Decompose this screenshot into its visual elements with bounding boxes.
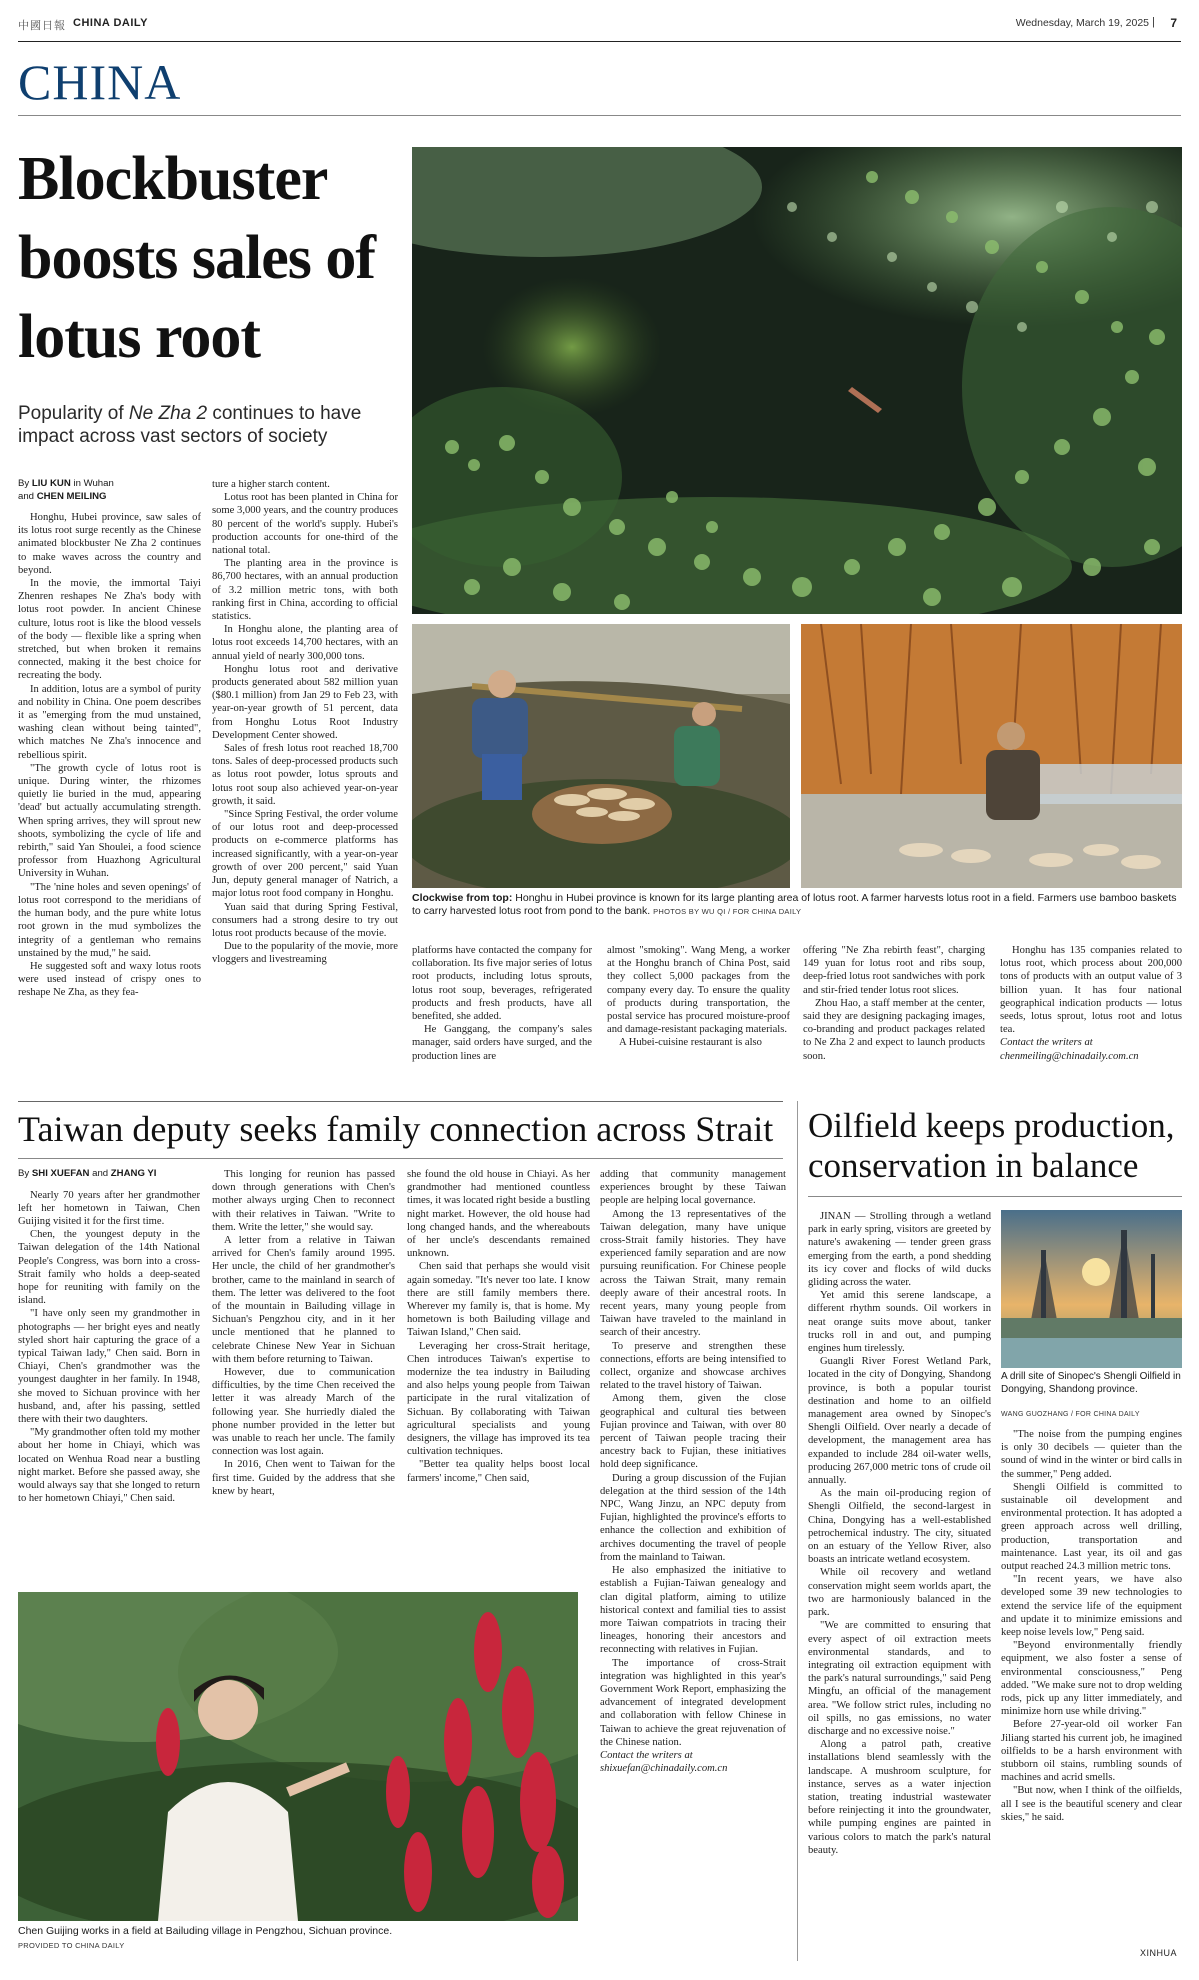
paragraph: Chen said that perhaps she would visit again someday. "It's never too late. I know there are still family members there. Wherever my family is, that is home. My hometown is both Bailuding village and Taiwan Island," Chen said. bbox=[407, 1261, 590, 1339]
paragraph: almost "smoking". Wang Meng, a worker at the Honghu branch of China Post, said they collect 5,000 packages from the company every day. To ensure the quality of products during transportation, the postal service has procured moisture-proof and damage-resistant packaging materials. bbox=[607, 945, 790, 1036]
paragraph: To preserve and strengthen these connections, efforts are being intensified to collect, organize and showcase archives related to the travel history of Taiwan. bbox=[600, 1340, 786, 1392]
paragraph: "The 'nine holes and seven openings' of lotus root correspond to the meridians of the human body, and the pure white lotus root grown in the mud symbolizes the integrity of a gentleman who remains unstained by the mud," he said. bbox=[18, 881, 201, 959]
tea-field-illustration bbox=[18, 1592, 578, 1921]
contact-email[interactable]: chenmeiling@chinadaily.com.cn bbox=[1000, 1050, 1139, 1062]
paragraph: During a group discussion of the Fujian delegation at the third session of the 14th NPC, Wang Jinzu, an NPC deputy from Fujian, highlighted the province's efforts to enhance the collection and exhibition of archives documenting the travel of people from the mainland to Taiwan. bbox=[600, 1472, 786, 1563]
paragraph: Due to the popularity of the movie, more vloggers and livestreaming bbox=[212, 941, 398, 966]
paragraph: Honghu, Hubei province, saw sales of its lotus root surge recently as the Chinese animated blockbuster Ne Zha 2 continues to make waves across the country and beyond. bbox=[18, 512, 201, 576]
harvest-illustration bbox=[801, 624, 1182, 888]
lotus-pond-aerial-photo bbox=[412, 147, 1182, 614]
subhead-text: Popularity of bbox=[18, 403, 129, 424]
paragraph: ture a higher starch content. bbox=[212, 479, 330, 490]
paragraph: "Better tea quality helps boost local farmers' income," Chen said, bbox=[407, 1459, 590, 1484]
section-title: CHINA bbox=[18, 54, 182, 110]
story1-headline: Blockbuster boosts sales of lotus root bbox=[18, 145, 376, 371]
paragraph: "The noise from the pumping engines is only 30 decibels — quieter than the sound of wind in the winter or bird calls in the summer," Peng added. bbox=[1001, 1429, 1182, 1480]
paragraph: Among them, given the close geographical and cultural ties between Fujian province and Taiwan, with over 80 percent of Taiwan people tracing their ancestry back to Fujian, these initiatives hold deep significance. bbox=[600, 1393, 786, 1471]
paragraph: While oil recovery and wetland conservation might seem worlds apart, the two are harmoniously balanced in the park. bbox=[808, 1567, 991, 1619]
story2-column-4 bbox=[600, 1168, 786, 1952]
paragraph: "In recent years, we have also developed some 39 new technologies to extend the service life of the equipment and update it to minimize emissions and keep noise levels low," Peng said. bbox=[1001, 1574, 1182, 1639]
story3-headline: Oilfield keeps production, conservation in balance bbox=[808, 1106, 1175, 1185]
paragraph: He suggested soft and waxy lotus roots were used instead of crispy ones to reshape Ne Zha, as they fea- bbox=[18, 960, 201, 999]
paragraph: "But now, when I think of the oilfields, all I see is the beautiful scenery and clear skies," he said. bbox=[1001, 1785, 1182, 1823]
caption-text: Honghu in Hubei province is known for its large planting area of lotus root. A farmer harvests lotus root in a field. Farmers use bamboo baskets to carry harvested lotus root from pond to the bank. bbox=[412, 892, 1177, 917]
paragraph: Honghu lotus root and derivative products generated about 582 million yuan ($80.1 million) from Jan 29 to Feb 23, with year-on-year growth of 51 percent, data from Honghu Lotus Root Industry Development Center showed. bbox=[212, 663, 398, 741]
paragraph: Honghu has 135 companies related to lotus root, which process about 200,000 tons of products with an output value of 3 billion yuan. It has four national geographical indication products — lotus seeds, lotus sprout, lotus root and lotus tea. bbox=[1000, 945, 1182, 1036]
chen-guijing-photo bbox=[18, 1592, 578, 1921]
paragraph: In addition, lotus are a symbol of purity and nobility in China. One poem describes it as "emerging from the mud unstained, washing clean without being tainted", which matches Ne Zha's innocence and rebellious spirit. bbox=[18, 683, 201, 761]
china-daily-logo: 中國日報 bbox=[18, 19, 66, 32]
paragraph: He Ganggang, the company's sales manager, said orders have surged, and the production lines are bbox=[412, 1024, 592, 1062]
story2-photo-credit: PROVIDED TO CHINA DAILY bbox=[18, 1941, 125, 1950]
story1-photo-caption bbox=[412, 892, 1182, 918]
farmer-harvest-photo bbox=[801, 624, 1182, 888]
paragraph: In 2016, Chen went to Taiwan for the first time. Guided by the address that she knew by heart, bbox=[212, 1459, 395, 1497]
story1-column-3 bbox=[412, 944, 592, 1094]
paragraph: adding that community management experiences brought by these Taiwan people are helping local governance. bbox=[600, 1169, 786, 1207]
story1-column-6 bbox=[1000, 944, 1182, 1094]
paragraph: A letter from a relative in Taiwan arrived for Chen's family around 1995. Her uncle, the child of her grandmother's brother, came to the mainland in search of them. The letter was delivered to the foot of the mountain in Bailuding village in Sichuan's Pengzhou city, and in it her uncle mentioned that he planned to celebrate Chinese New Year in Sichuan with them before returning to Taiwan. bbox=[212, 1235, 395, 1365]
subhead-film-title: Ne Zha 2 bbox=[128, 403, 208, 424]
story-divider bbox=[797, 1101, 798, 1961]
story2-headline-rule bbox=[18, 1158, 783, 1159]
paragraph: He also emphasized the initiative to establish a Fujian-Taiwan genealogy and clan digital platform, aiming to utilize historical context and familial ties to assist more Taiwan compatriots in tracing their lineages, honoring their ancestors and reconnecting with relatives in Fujian. bbox=[600, 1565, 786, 1656]
lotus-pond-illustration bbox=[412, 147, 1182, 614]
story1-column-2 bbox=[212, 478, 398, 1094]
story2-byline: By SHI XUEFAN and ZHANG YI bbox=[18, 1168, 157, 1179]
masthead bbox=[18, 14, 1181, 36]
paragraph: Along a patrol path, creative installations blend seamlessly with the landscape. A mushroom sculpture, for instance, serves as a water injection station, treating industrial wastewater before reinjecting it into the groundwater, while pumping engines are painted in various colors to match the park's natural beauty. bbox=[808, 1739, 991, 1856]
paragraph: Zhou Hao, a staff member at the center, said they are designing packaging images, co-branding and product packages related to Ne Zha 2 and expect to launch products soon. bbox=[803, 997, 985, 1062]
story2-column-2 bbox=[212, 1168, 395, 1590]
paragraph: As the main oil-producing region of Shengli Oilfield, the second-largest in China, Dongying has a well-established petrochemical industry. The city, situated on an estuary of the Yellow River, also boasts an intricate wetland ecosystem. bbox=[808, 1488, 991, 1566]
paragraph: "Beyond environmentally friendly equipment, we also foster a sense of environmental consciousness," Peng added. "We make sure not to drop welding rods, pick up any litter immediately, and minimize horn use while driving." bbox=[1001, 1640, 1182, 1718]
paragraph: "We are committed to ensuring that every aspect of oil extraction meets environmental standards, and to integrating oil extraction equipment with the park's natural surroundings," said Peng Mingfu, an official of the management area. "We follow strict rules, including no oil spills, no gas emissions, no water discharge and no excessive noise." bbox=[808, 1620, 991, 1737]
paragraph: platforms have contacted the company for collaboration. Its five major series of lotus root products, including lotus sprouts, lotus root soup, beverages, refrigerated products and fresh products, have all benefited, she added. bbox=[412, 945, 592, 1023]
paragraph: offering "Ne Zha rebirth feast", charging 149 yuan for lotus root and ribs soup, deep-fried lotus root sandwiches with pork and stir-fried tender lotus root slices. bbox=[803, 945, 985, 996]
paper-name: CHINA DAILY bbox=[73, 17, 148, 29]
farmers-baskets-photo bbox=[412, 624, 790, 888]
paragraph: "The growth cycle of lotus root is unique. During winter, the rhizomes quietly lie buried in the mud, appearing 'dead' but actually accumulating strength. When spring arrives, they will sprout new shoots, symbolizing the cycle of life and rebirth," said Yan Shoulei, a food science professor from Huazhong Agricultural University in Wuhan. bbox=[18, 762, 201, 880]
story2-contact bbox=[600, 1749, 786, 1775]
story3-sign-off: XINHUA bbox=[1140, 1948, 1178, 1958]
issue-date: Wednesday, March 19, 2025 bbox=[1015, 17, 1149, 29]
paragraph: Lotus root has been planted in China for some 3,000 years, and the country produces 80 percent of the world's supply. Hubei's production accounts for one-third of the national total. bbox=[212, 492, 398, 557]
paragraph: Leveraging her cross-Strait heritage, Chen introduces Taiwan's expertise to modernize the tea industry in Bailuding and also helps young people from Taiwan participate in the rural vitalization of Sichuan. By collaborating with Taiwan agricultural specialists and young designers, the village has improved its tea cultivation techniques. bbox=[407, 1340, 590, 1458]
page-number: 7 bbox=[1170, 16, 1177, 30]
paragraph: Sales of fresh lotus root reached 18,700 tons. Sales of deep-processed products such as lotus root powder, lotus sprouts and lotus root soup also achieved year-on-year growth, it said. bbox=[212, 743, 398, 807]
page-number-divider: | bbox=[1152, 16, 1155, 28]
story1-column-5 bbox=[803, 944, 985, 1094]
farmers-illustration bbox=[412, 624, 790, 888]
section-rule bbox=[18, 115, 1181, 116]
paragraph: Yet amid this serene landscape, a different rhythm sounds. Oil workers in neat orange suits move about, tanker trucks roll in and out, and pumping engines hum tirelessly. bbox=[808, 1290, 991, 1355]
masthead-rule bbox=[18, 41, 1181, 42]
story3-column-1 bbox=[808, 1210, 991, 1962]
contact-label: Contact the writers at bbox=[600, 1749, 693, 1761]
paragraph: In the movie, the immortal Taiyi Zhenren reshapes Ne Zha's body with lotus root powder. In ancient Chinese culture, lotus root is like the blood vessels of the body — flexible like a spring when stretched, but when broken it remains connected, making it the best choice for recreating the body. bbox=[18, 578, 201, 682]
paragraph: she found the old house in Chiayi. As her grandmother had mentioned countless times, it was located right beside a bustling night market. However, the old house had long changed hands, and the whereabouts of her uncle's descendants remained unknown. bbox=[407, 1169, 590, 1260]
drill-site-photo bbox=[1001, 1210, 1182, 1368]
paragraph: However, due to communication difficulties, by the time Chen received the letter it was already March of the following year. She hurriedly dialed the phone number provided in the letter but was unable to reach her uncle. The family connection was lost again. bbox=[212, 1367, 395, 1458]
story1-contact bbox=[1000, 1036, 1182, 1062]
paragraph: Before 27-year-old oil worker Fan Jiliang started his current job, he imagined oilfields to be a harsh environment with stubborn oil stains, rumbling sounds of machines and acrid smells. bbox=[1001, 1719, 1182, 1784]
subhead-text-end: continues to have impact across vast sectors of society bbox=[18, 403, 362, 447]
story2-column-3 bbox=[407, 1168, 590, 1590]
story1-column-4 bbox=[607, 944, 790, 1094]
story1-byline: By LIU KUN in Wuhan and CHEN MEILING bbox=[18, 478, 114, 502]
paragraph: Yuan said that during Spring Festival, consumers had a strong desire to try out lotus root products because of the movie. bbox=[212, 901, 398, 939]
paragraph: Among the 13 representatives of the Taiwan delegation, many have unique cross-Strait family histories. They have experienced family separation and are now pursuing reunification. For Chinese people across the Taiwan Strait, many remain deeply aware of their ancestral roots. In recent years, many young people from Taiwan have traveled to the mainland in search of their ancestry. bbox=[600, 1208, 786, 1339]
drill-site-illustration bbox=[1001, 1210, 1182, 1368]
caption-lead: Clockwise from top: bbox=[412, 892, 513, 904]
contact-email[interactable]: shixuefan@chinadaily.com.cn bbox=[600, 1763, 728, 1775]
paragraph: Shengli Oilfield is committed to sustainable oil development and environmental protection. It has adopted a green approach across well drilling, production, transportation and maintenance. Last year, its oil and gas output reached 24.3 million metric tons. bbox=[1001, 1481, 1182, 1573]
paragraph: "My grandmother often told my mother about her home in Chiayi, which was located on Wenhua Road near a bustling night market. Before she passed away, she would always say that she longed to return to her hometown Chiayi," Chen said. bbox=[18, 1427, 200, 1505]
story3-photo-credit: WANG GUOZHANG / FOR CHINA DAILY bbox=[1001, 1411, 1140, 1418]
paragraph: The importance of cross-Strait integration was highlighted in this year's Government Work Report, emphasizing the advancement of integrated development and collaboration with fellow Chinese in Taiwan to achieve the great rejuvenation of the Chinese nation. bbox=[600, 1657, 786, 1748]
paragraph: "Since Spring Festival, the order volume of our lotus root and deep-processed products on e-commerce platforms has increased significantly, with a year-on-year growth of over 200 percent," said Yuan Jun, deputy general manager of Natrich, a major lotus root food company in Honghu. bbox=[212, 809, 398, 900]
paragraph: This longing for reunion has passed down through generations with Chen's mother always urging Chen to reconnect with their relatives in Taiwan. "Write to them. Write the letter," she would say. bbox=[212, 1169, 395, 1233]
story1-subhead bbox=[18, 402, 403, 448]
paragraph: A Hubei-cuisine restaurant is also bbox=[619, 1037, 762, 1049]
paragraph: In Honghu alone, the planting area of lotus root exceeds 14,700 hectares, with an annual yield of nearly 300,000 tons. bbox=[212, 624, 398, 662]
story3-column-2 bbox=[1001, 1428, 1182, 1958]
paragraph: Guangli River Forest Wetland Park, located in the city of Dongying, Shandong province, is both a popular tourist destination and home to an oilfield management area owned by Sinopec's Shengli Oilfield. Over nearly a decade of development, the management area has expanded to include 284 oil-water wells, producing 267,000 metric tons of crude oil annually. bbox=[808, 1356, 991, 1487]
paragraph: The planting area in the province is 86,700 hectares, with an annual production of 3.2 million metric tons, with both ranking first in China, according to official statistics. bbox=[212, 558, 398, 623]
paragraph: Nearly 70 years after her grandmother left her hometown in Taiwan, Chen Guijing visited it for the first time. bbox=[18, 1189, 200, 1227]
story2-photo-caption: Chen Guijing works in a field at Bailuding village in Pengzhou, Sichuan province. bbox=[18, 1925, 393, 1937]
paragraph: Chen, the youngest deputy in the Taiwan delegation of the 14th National People's Congress, was born into a cross-Strait family who holds a deep-seated hope for reuniting with family on the island. bbox=[18, 1229, 200, 1307]
contact-label: Contact the writers at bbox=[1000, 1037, 1093, 1049]
story2-top-rule bbox=[18, 1101, 783, 1102]
story3-photo-caption: A drill site of Sinopec's Shengli Oilfield in Dongying, Shandong province. bbox=[1001, 1371, 1181, 1395]
paragraph: JINAN — Strolling through a wetland park in early spring, visitors are greeted by nature's awakening — tender green grass emerging from the earth, a pond shedding its icy cover and flocks of wild ducks gliding across the water. bbox=[808, 1211, 991, 1289]
paragraph: "I have only seen my grandmother in photographs — her bright eyes and neatly styled short hair capturing the grace of a typical Taiwan lady," Chen said. Born in Chiayi, Chen's grandmother was the youngest daughter in her family. In 1948, she moved to Sichuan province with her husband, and, after his passing, settled there with their two daughters. bbox=[18, 1308, 200, 1425]
story3-headline-rule bbox=[808, 1196, 1182, 1197]
story1-photo-credit: PHOTOS BY WU QI / FOR CHINA DAILY bbox=[653, 907, 802, 916]
story1-column-1 bbox=[18, 478, 201, 1098]
story2-headline: Taiwan deputy seeks family connection across Strait bbox=[18, 1109, 774, 1149]
story2-column-1 bbox=[18, 1168, 200, 1590]
